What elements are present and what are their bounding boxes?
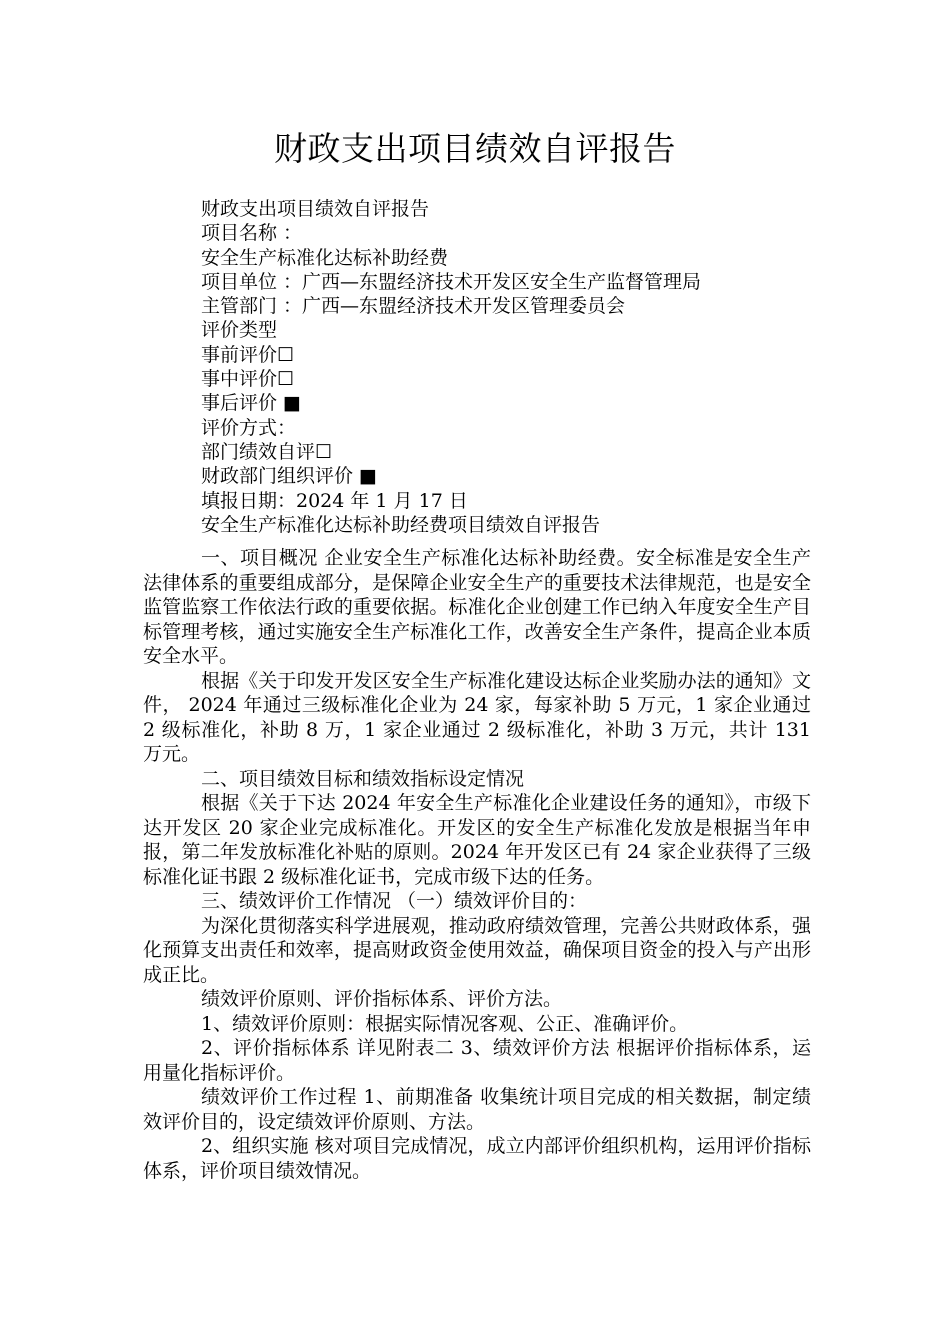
meta-report-title: 财政支出项目绩效自评报告: [201, 198, 430, 220]
paragraph-evaluation-purpose: 为深化贯彻落实科学进展观，推动政府绩效管理，完善公共财政体系，强化预算支出责任和效率，提高财政资金使用效益，确保项目资金的投入与产出形成正比。: [143, 914, 811, 986]
meta-section-heading: 安全生产标准化达标补助经费项目绩效自评报告: [201, 513, 601, 536]
paragraph-organization-implementation: 2、组织实施 核对项目完成情况，成立内部评价组织机构，运用评价指标体系，评价项目绩效情况。: [143, 1135, 811, 1182]
meta-pre-evaluation-checkbox: 事前评价☐: [201, 343, 295, 366]
paragraph-target-setting: 根据《关于下达 2024 年安全生产标准化企业建设任务的通知》，市级下达开发区 20 家企业完成标准化。开发区的安全生产标准化发放是根据当年申报，第二年发放标准化补贴的原则。2024 年开发区已有 24 家企业获得了三级标准化证书跟 2 级标准化证书，完成市级下达的任务。: [143, 792, 811, 888]
meta-supervising-department: 主管部门 ：广西—东盟经济技术开发区管理委员会: [201, 295, 626, 318]
paragraph-evaluation-process: 绩效评价工作过程 1、前期准备 收集统计项目完成的相关数据，制定绩效评价目的，设定绩效评价原则、方法。: [143, 1086, 811, 1133]
meta-project-name-value: 安全生产标准化达标补助经费: [201, 246, 449, 269]
paragraph-evaluation-principle: 1、绩效评价原则：根据实际情况客观、公正、准确评价。: [201, 1012, 689, 1035]
report-body: [143, 546, 811, 1183]
paragraph-subsidy-basis: 根据《关于印发开发区安全生产标准化建设达标企业奖励办法的通知》文件， 2024 年通过三级标准化企业为 24 家，每家补助 5 万元，1 家企业通过 2 级标准化，补助 8 万，1 家企业通过 2 级标准化，补助 3 万元，共计 131 万元。: [143, 669, 811, 765]
paragraph-project-overview: 一、项目概况 企业安全生产标准化达标补助经费。安全标准是安全生产法律体系的重要组成部分，是保障企业安全生产的重要技术法律规范，也是安全监管监察工作依法行政的重要依据。标准化企业创建工作已纳入年度安全生产目标管理考核，通过实施安全生产标准化工作，改善安全生产条件，提高企业本质安全水平。: [143, 547, 811, 667]
meta-post-evaluation-checkbox: 事后评价 ■: [201, 392, 301, 415]
document-title: 财政支出项目绩效自评报告: [274, 129, 676, 168]
paragraph-section-three-heading: 三、绩效评价工作情况 （一）绩效评价目的：: [201, 890, 588, 912]
paragraph-evaluation-principles-heading: 绩效评价原则、评价指标体系、评价方法。: [201, 988, 563, 1010]
meta-mid-evaluation-checkbox: 事中评价☐: [201, 368, 295, 391]
paragraph-indicator-system: 2、评价指标体系 详见附表二 3、绩效评价方法 根据评价指标体系，运用量化指标评价。: [143, 1037, 811, 1084]
paragraph-section-two-heading: 二、项目绩效目标和绩效指标设定情况: [201, 767, 525, 790]
meta-project-unit: 项目单位 ：广西—东盟经济技术开发区安全生产监督管理局: [201, 270, 702, 293]
meta-department-self-evaluation-checkbox: 部门绩效自评☐: [201, 440, 333, 463]
meta-evaluation-type-label: 评价类型: [201, 319, 278, 342]
meta-project-name-label: 项目名称 ：: [201, 222, 303, 245]
meta-report-date: 填报日期：2024 年 1 月 17 日: [201, 489, 468, 512]
report-meta-block: [201, 197, 821, 537]
meta-finance-organized-evaluation-checkbox: 财政部门组织评价 ■: [201, 465, 377, 488]
meta-evaluation-method-label: 评价方式：: [201, 416, 297, 439]
